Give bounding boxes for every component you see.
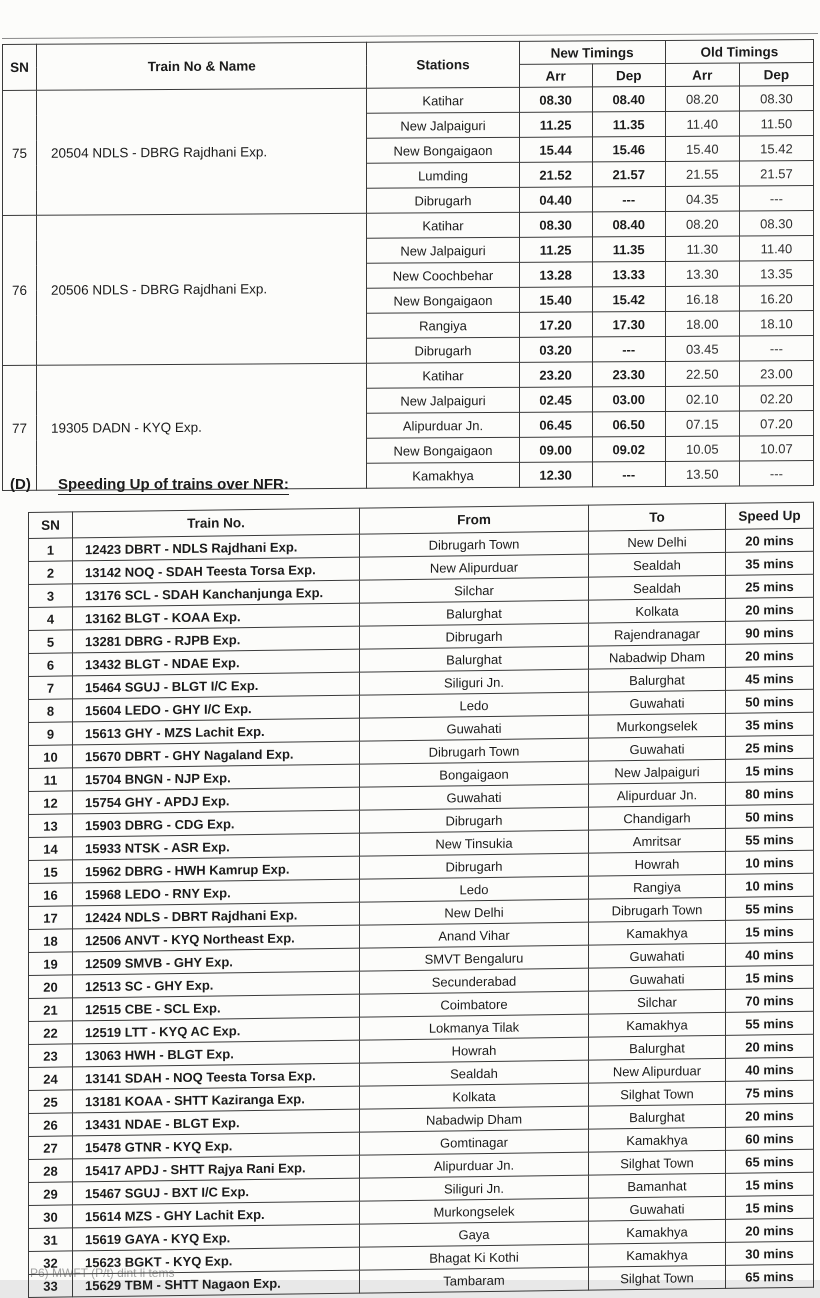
from-cell: Siliguri Jn. bbox=[360, 669, 589, 695]
to-cell: New Alipurduar bbox=[589, 1058, 726, 1083]
speedup-cell: 25 mins bbox=[726, 735, 814, 759]
station-name: New Jalpaiguri bbox=[367, 112, 519, 138]
new-dep-cell: 13.33 bbox=[592, 261, 665, 286]
sn-cell: 13 bbox=[29, 814, 73, 838]
speedup-cell: 35 mins bbox=[726, 551, 814, 575]
speedup-table-body bbox=[29, 528, 814, 1297]
old-arr-cell: 13.50 bbox=[665, 461, 739, 486]
speedup-cell: 65 mins bbox=[726, 1149, 814, 1173]
new-dep-cell: 15.46 bbox=[592, 136, 665, 161]
new-dep-cell: 11.35 bbox=[592, 236, 665, 261]
section-label: (D) bbox=[10, 476, 31, 493]
station-name: New Jalpaiguri bbox=[367, 387, 519, 413]
to-cell: New Jalpaiguri bbox=[589, 759, 726, 784]
sn-cell: 15 bbox=[29, 860, 73, 884]
from-cell: New Alipurduar bbox=[360, 554, 589, 580]
to-cell: Silghat Town bbox=[589, 1081, 726, 1106]
to-cell: Dibrugarh Town bbox=[589, 897, 726, 922]
train-sn: 76 bbox=[3, 215, 37, 365]
sn-cell: 6 bbox=[29, 653, 73, 677]
to-cell: Kamakhya bbox=[589, 1219, 726, 1244]
speedup-cell: 30 mins bbox=[726, 1241, 814, 1265]
new-arr-cell: 08.30 bbox=[519, 87, 592, 112]
old-dep-cell: 18.10 bbox=[739, 311, 813, 336]
old-timings-header: Old Timings bbox=[665, 40, 813, 64]
train-cell: 12509 SMVB - GHY Exp. bbox=[73, 948, 360, 975]
to-cell: Amritsar bbox=[589, 828, 726, 853]
timings-table-header bbox=[3, 40, 814, 91]
new-dep-cell: 23.30 bbox=[592, 361, 665, 386]
new-arr-cell: 17.20 bbox=[519, 312, 592, 337]
old-arr-cell: 04.35 bbox=[665, 186, 739, 211]
train-cell: 13181 KOAA - SHTT Kaziranga Exp. bbox=[73, 1086, 360, 1113]
new-arr-cell: 15.44 bbox=[519, 137, 592, 162]
speedup-cell: 55 mins bbox=[726, 1011, 814, 1035]
old-dep-cell: --- bbox=[739, 461, 813, 486]
old-arr-cell: 22.50 bbox=[665, 361, 739, 386]
old-dep-cell: 07.20 bbox=[739, 411, 813, 436]
speedup-cell: 40 mins bbox=[726, 942, 814, 966]
train-cell: 12424 NDLS - DBRT Rajdhani Exp. bbox=[73, 902, 360, 929]
from-cell: Siliguri Jn. bbox=[360, 1175, 589, 1201]
old-arr-cell: 18.00 bbox=[665, 311, 739, 336]
sn-cell: 24 bbox=[29, 1067, 73, 1091]
train-cell: 15478 GTNR - KYQ Exp. bbox=[73, 1132, 360, 1159]
train-no-header: Train No. bbox=[73, 508, 360, 538]
to-cell: Silchar bbox=[589, 989, 726, 1014]
new-arr-cell: 12.30 bbox=[519, 462, 592, 487]
sn-cell: 26 bbox=[29, 1113, 73, 1137]
sn-cell: 21 bbox=[29, 998, 73, 1022]
new-arr-cell: 03.20 bbox=[519, 337, 592, 362]
old-arr-cell: 07.15 bbox=[665, 411, 739, 436]
speedup-cell: 65 mins bbox=[726, 1264, 814, 1288]
new-arr-cell: 21.52 bbox=[519, 162, 592, 187]
new-dep-cell: 15.42 bbox=[592, 286, 665, 311]
speedup-cell: 55 mins bbox=[726, 827, 814, 851]
speedup-cell: 10 mins bbox=[726, 850, 814, 874]
train-cell: 15933 NTSK - ASR Exp. bbox=[73, 833, 360, 860]
to-cell: Kamakhya bbox=[589, 1127, 726, 1152]
station-name: Kamakhya bbox=[367, 462, 519, 488]
sn-cell: 10 bbox=[29, 745, 73, 769]
train-cell: 15754 GHY - APDJ Exp. bbox=[73, 787, 360, 814]
sn-cell: 29 bbox=[29, 1182, 73, 1206]
old-dep-cell: --- bbox=[739, 186, 813, 211]
sn-cell: 22 bbox=[29, 1021, 73, 1045]
train-sn: 77 bbox=[3, 365, 37, 490]
speedup-cell: 20 mins bbox=[726, 528, 814, 552]
station-name: Katihar bbox=[367, 362, 519, 388]
speedup-cell: 45 mins bbox=[726, 666, 814, 690]
sn-cell: 20 bbox=[29, 975, 73, 999]
old-dep-cell: 11.50 bbox=[739, 111, 813, 136]
to-cell: Guwahati bbox=[589, 943, 726, 968]
speedup-cell: 70 mins bbox=[726, 988, 814, 1012]
new-arr-cell: 11.25 bbox=[519, 237, 592, 262]
old-dep-cell: 16.20 bbox=[739, 286, 813, 311]
to-cell: Balurghat bbox=[589, 667, 726, 692]
train-sn: 75 bbox=[3, 90, 37, 215]
to-cell: Alipurduar Jn. bbox=[589, 782, 726, 807]
to-header: To bbox=[589, 503, 726, 531]
old-dep-cell: 08.30 bbox=[739, 211, 813, 236]
new-arr-cell: 15.40 bbox=[519, 287, 592, 312]
train-cell: 15670 DBRT - GHY Nagaland Exp. bbox=[73, 741, 360, 768]
train-cell: 13162 BLGT - KOAA Exp. bbox=[73, 603, 360, 630]
from-cell: New Delhi bbox=[360, 899, 589, 925]
station-name: Katihar bbox=[367, 212, 519, 238]
old-arr-header: Arr bbox=[665, 63, 739, 86]
new-dep-cell: 08.40 bbox=[592, 86, 665, 111]
train-timings-section bbox=[2, 39, 814, 491]
sn-cell: 18 bbox=[29, 929, 73, 953]
train-cell: 15623 BGKT - KYQ Exp. bbox=[73, 1247, 360, 1274]
new-arr-cell: 06.45 bbox=[519, 412, 592, 437]
from-cell: Lokmanya Tilak bbox=[360, 1014, 589, 1040]
new-dep-cell: 08.40 bbox=[592, 211, 665, 236]
from-cell: Silchar bbox=[360, 577, 589, 603]
to-cell: New Delhi bbox=[589, 529, 726, 554]
from-cell: Guwahati bbox=[360, 784, 589, 810]
speedup-cell: 20 mins bbox=[726, 597, 814, 621]
speedup-cell: 90 mins bbox=[726, 620, 814, 644]
old-dep-cell: 13.35 bbox=[739, 261, 813, 286]
new-dep-cell: --- bbox=[592, 461, 665, 486]
new-arr-cell: 11.25 bbox=[519, 112, 592, 137]
new-arr-header: Arr bbox=[519, 64, 592, 87]
sn-cell: 12 bbox=[29, 791, 73, 815]
station-name: Rangiya bbox=[367, 312, 519, 338]
train-cell: 15614 MZS - GHY Lachit Exp. bbox=[73, 1201, 360, 1228]
from-cell: Bongaigaon bbox=[360, 761, 589, 787]
section-heading bbox=[10, 476, 289, 493]
train-cell: 13432 BLGT - NDAE Exp. bbox=[73, 649, 360, 676]
from-cell: Secunderabad bbox=[360, 968, 589, 994]
train-cell: 12513 SC - GHY Exp. bbox=[73, 971, 360, 998]
to-cell: Murkongselek bbox=[589, 713, 726, 738]
to-cell: Guwahati bbox=[589, 1196, 726, 1221]
to-cell: Guwahati bbox=[589, 736, 726, 761]
old-arr-cell: 11.40 bbox=[665, 111, 739, 136]
speedup-cell: 50 mins bbox=[726, 689, 814, 713]
from-cell: Dibrugarh bbox=[360, 623, 589, 649]
speedup-cell: 15 mins bbox=[726, 919, 814, 943]
new-dep-cell: 11.35 bbox=[592, 111, 665, 136]
from-cell: Dibrugarh Town bbox=[360, 531, 589, 557]
from-cell: Dibrugarh bbox=[360, 807, 589, 833]
old-dep-cell: --- bbox=[739, 336, 813, 361]
old-dep-header: Dep bbox=[739, 63, 813, 86]
sn-cell: 31 bbox=[29, 1228, 73, 1252]
train-name: 19305 DADN - KYQ Exp. bbox=[37, 363, 367, 490]
speedup-cell: 35 mins bbox=[726, 712, 814, 736]
new-dep-cell: 21.57 bbox=[592, 161, 665, 186]
train-cell: 15903 DBRG - CDG Exp. bbox=[73, 810, 360, 837]
station-name: Lumding bbox=[367, 162, 519, 188]
to-cell: Kamakhya bbox=[589, 1242, 726, 1267]
footnote-text: P6) MWFT (P/t) dint li tems bbox=[30, 1266, 175, 1280]
from-cell: New Tinsukia bbox=[360, 830, 589, 856]
speedup-cell: 40 mins bbox=[726, 1057, 814, 1081]
sn-cell: 4 bbox=[29, 607, 73, 631]
sn-header: SN bbox=[3, 44, 37, 90]
speedup-table bbox=[28, 502, 814, 1298]
station-name: New Jalpaiguri bbox=[367, 237, 519, 263]
to-cell: Balurghat bbox=[589, 1035, 726, 1060]
from-cell: Dibrugarh Town bbox=[360, 738, 589, 764]
sn-cell: 32 bbox=[29, 1251, 73, 1275]
train-cell: 13141 SDAH - NOQ Teesta Torsa Exp. bbox=[73, 1063, 360, 1090]
speedup-cell: 15 mins bbox=[726, 1195, 814, 1219]
sn-cell: 28 bbox=[29, 1159, 73, 1183]
speedup-header: Speed Up bbox=[726, 502, 814, 529]
timings-table-body bbox=[3, 86, 814, 491]
from-cell: Coimbatore bbox=[360, 991, 589, 1017]
station-name: New Bongaigaon bbox=[367, 137, 519, 163]
speedup-cell: 15 mins bbox=[726, 965, 814, 989]
old-arr-cell: 11.30 bbox=[665, 236, 739, 261]
train-timings-table bbox=[2, 39, 814, 491]
to-cell: Kamakhya bbox=[589, 1012, 726, 1037]
speedup-cell: 55 mins bbox=[726, 896, 814, 920]
old-dep-cell: 08.30 bbox=[739, 86, 813, 111]
sn-cell: 23 bbox=[29, 1044, 73, 1068]
station-name: Alipurduar Jn. bbox=[367, 412, 519, 438]
train-cell: 13063 HWH - BLGT Exp. bbox=[73, 1040, 360, 1067]
train-header: Train No & Name bbox=[37, 42, 367, 90]
sn-cell: 11 bbox=[29, 768, 73, 792]
from-cell: Guwahati bbox=[360, 715, 589, 741]
to-cell: Guwahati bbox=[589, 966, 726, 991]
to-cell: Silghat Town bbox=[589, 1265, 726, 1290]
from-cell: Sealdah bbox=[360, 1060, 589, 1086]
from-cell: Bhagat Ki Kothi bbox=[360, 1244, 589, 1270]
from-cell: Ledo bbox=[360, 692, 589, 718]
from-cell: Balurghat bbox=[360, 600, 589, 626]
sn-cell: 2 bbox=[29, 561, 73, 585]
station-name: New Bongaigaon bbox=[367, 287, 519, 313]
old-arr-cell: 16.18 bbox=[665, 286, 739, 311]
new-dep-cell: --- bbox=[592, 186, 665, 211]
sn-cell: 5 bbox=[29, 630, 73, 654]
to-cell: Balurghat bbox=[589, 1104, 726, 1129]
old-arr-cell: 03.45 bbox=[665, 336, 739, 361]
sn-cell: 33 bbox=[29, 1274, 73, 1298]
train-cell: 15604 LEDO - GHY I/C Exp. bbox=[73, 695, 360, 722]
to-cell: Howrah bbox=[589, 851, 726, 876]
from-cell: Kolkata bbox=[360, 1083, 589, 1109]
train-cell: 13281 DBRG - RJPB Exp. bbox=[73, 626, 360, 653]
station-name: Dibrugarh bbox=[367, 337, 519, 363]
to-cell: Guwahati bbox=[589, 690, 726, 715]
from-cell: Nabadwip Dham bbox=[360, 1106, 589, 1132]
new-arr-cell: 23.20 bbox=[519, 362, 592, 387]
speedup-cell: 20 mins bbox=[726, 1218, 814, 1242]
old-dep-cell: 23.00 bbox=[739, 361, 813, 386]
new-dep-cell: 06.50 bbox=[592, 411, 665, 436]
train-cell: 15464 SGUJ - BLGT I/C Exp. bbox=[73, 672, 360, 699]
old-arr-cell: 13.30 bbox=[665, 261, 739, 286]
new-arr-cell: 02.45 bbox=[519, 387, 592, 412]
speedup-cell: 15 mins bbox=[726, 1172, 814, 1196]
old-dep-cell: 10.07 bbox=[739, 436, 813, 461]
from-cell: Alipurduar Jn. bbox=[360, 1152, 589, 1178]
from-cell: Anand Vihar bbox=[360, 922, 589, 948]
train-cell: 15704 BNGN - NJP Exp. bbox=[73, 764, 360, 791]
train-cell: 15629 TBM - SHTT Nagaon Exp. bbox=[73, 1270, 360, 1297]
station-name: New Coochbehar bbox=[367, 262, 519, 288]
from-cell: Dibrugarh bbox=[360, 853, 589, 879]
train-name: 20504 NDLS - DBRG Rajdhani Exp. bbox=[37, 88, 367, 215]
train-cell: 12519 LTT - KYQ AC Exp. bbox=[73, 1017, 360, 1044]
station-name: New Bongaigaon bbox=[367, 437, 519, 463]
sn-cell: 19 bbox=[29, 952, 73, 976]
speedup-section bbox=[28, 502, 814, 1298]
old-arr-cell: 10.05 bbox=[665, 436, 739, 461]
old-dep-cell: 02.20 bbox=[739, 386, 813, 411]
from-cell: Gaya bbox=[360, 1221, 589, 1247]
speedup-cell: 20 mins bbox=[726, 1034, 814, 1058]
train-cell: 15417 APDJ - SHTT Rajya Rani Exp. bbox=[73, 1155, 360, 1182]
from-cell: Murkongselek bbox=[360, 1198, 589, 1224]
train-cell: 12506 ANVT - KYQ Northeast Exp. bbox=[73, 925, 360, 952]
section-title: Speeding Up of trains over NFR: bbox=[58, 476, 289, 493]
train-cell: 13431 NDAE - BLGT Exp. bbox=[73, 1109, 360, 1136]
speedup-cell: 10 mins bbox=[726, 873, 814, 897]
from-header: From bbox=[360, 505, 589, 534]
old-arr-cell: 02.10 bbox=[665, 386, 739, 411]
sn-cell: 8 bbox=[29, 699, 73, 723]
new-dep-header: Dep bbox=[592, 63, 665, 86]
old-arr-cell: 21.55 bbox=[665, 161, 739, 186]
from-cell: Howrah bbox=[360, 1037, 589, 1063]
speedup-cell: 80 mins bbox=[726, 781, 814, 805]
old-dep-cell: 15.42 bbox=[739, 136, 813, 161]
new-arr-cell: 08.30 bbox=[519, 212, 592, 237]
new-arr-cell: 09.00 bbox=[519, 437, 592, 462]
sn-cell: 7 bbox=[29, 676, 73, 700]
sn-cell: 9 bbox=[29, 722, 73, 746]
train-cell: 12423 DBRT - NDLS Rajdhani Exp. bbox=[73, 534, 360, 561]
sn-cell: 25 bbox=[29, 1090, 73, 1114]
sn-cell: 16 bbox=[29, 883, 73, 907]
train-cell: 13142 NOQ - SDAH Teesta Torsa Exp. bbox=[73, 557, 360, 584]
old-dep-cell: 21.57 bbox=[739, 161, 813, 186]
sn-cell: 1 bbox=[29, 538, 73, 562]
new-dep-cell: 17.30 bbox=[592, 311, 665, 336]
sn-cell: 14 bbox=[29, 837, 73, 861]
speedup-cell: 75 mins bbox=[726, 1080, 814, 1104]
from-cell: Ledo bbox=[360, 876, 589, 902]
to-cell: Kolkata bbox=[589, 598, 726, 623]
to-cell: Sealdah bbox=[589, 575, 726, 600]
station-name: Katihar bbox=[367, 87, 519, 113]
speedup-cell: 25 mins bbox=[726, 574, 814, 598]
train-cell: 15962 DBRG - HWH Kamrup Exp. bbox=[73, 856, 360, 883]
train-cell: 15467 SGUJ - BXT I/C Exp. bbox=[73, 1178, 360, 1205]
new-arr-cell: 04.40 bbox=[519, 187, 592, 212]
sn-cell: 17 bbox=[29, 906, 73, 930]
speedup-cell: 20 mins bbox=[726, 643, 814, 667]
train-cell: 15619 GAYA - KYQ Exp. bbox=[73, 1224, 360, 1251]
sn-header: SN bbox=[29, 512, 73, 539]
new-dep-cell: 03.00 bbox=[592, 386, 665, 411]
old-dep-cell: 11.40 bbox=[739, 236, 813, 261]
old-arr-cell: 08.20 bbox=[665, 211, 739, 236]
old-arr-cell: 08.20 bbox=[665, 86, 739, 111]
sn-cell: 3 bbox=[29, 584, 73, 608]
sn-cell: 30 bbox=[29, 1205, 73, 1229]
train-cell: 13176 SCL - SDAH Kanchanjunga Exp. bbox=[73, 580, 360, 607]
stations-header: Stations bbox=[367, 41, 519, 88]
train-cell: 15613 GHY - MZS Lachit Exp. bbox=[73, 718, 360, 745]
new-dep-cell: --- bbox=[592, 336, 665, 361]
new-timings-header: New Timings bbox=[519, 40, 665, 64]
from-cell: SMVT Bengaluru bbox=[360, 945, 589, 971]
train-name: 20506 NDLS - DBRG Rajdhani Exp. bbox=[37, 213, 367, 365]
to-cell: Rangiya bbox=[589, 874, 726, 899]
from-cell: Gomtinagar bbox=[360, 1129, 589, 1155]
sn-cell: 27 bbox=[29, 1136, 73, 1160]
speedup-cell: 15 mins bbox=[726, 758, 814, 782]
speedup-cell: 60 mins bbox=[726, 1126, 814, 1150]
to-cell: Chandigarh bbox=[589, 805, 726, 830]
from-cell: Balurghat bbox=[360, 646, 589, 672]
to-cell: Sealdah bbox=[589, 552, 726, 577]
old-arr-cell: 15.40 bbox=[665, 136, 739, 161]
new-dep-cell: 09.02 bbox=[592, 436, 665, 461]
to-cell: Bamanhat bbox=[589, 1173, 726, 1198]
from-cell: Tambaram bbox=[360, 1267, 589, 1293]
to-cell: Kamakhya bbox=[589, 920, 726, 945]
train-cell: 12515 CBE - SCL Exp. bbox=[73, 994, 360, 1021]
to-cell: Rajendranagar bbox=[589, 621, 726, 646]
speedup-cell: 50 mins bbox=[726, 804, 814, 828]
to-cell: Silghat Town bbox=[589, 1150, 726, 1175]
station-name: Dibrugarh bbox=[367, 187, 519, 213]
new-arr-cell: 13.28 bbox=[519, 262, 592, 287]
train-cell: 15968 LEDO - RNY Exp. bbox=[73, 879, 360, 906]
speedup-cell: 20 mins bbox=[726, 1103, 814, 1127]
to-cell: Nabadwip Dham bbox=[589, 644, 726, 669]
